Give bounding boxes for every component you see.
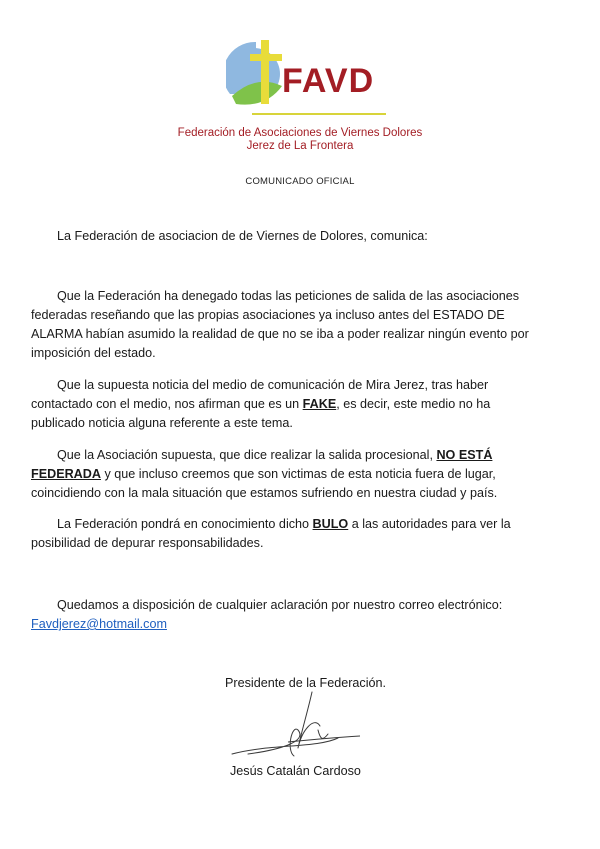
text-span: y que incluso creemos que son victimas de esta noticia fuera de lugar, (100, 467, 496, 481)
fake-emphasis: FAKE (302, 397, 337, 411)
text-line: posibilidad de depurar responsabilidades. (31, 536, 264, 550)
closing-paragraph (31, 596, 557, 634)
signatory-name: Jesús Catalán Cardoso (230, 764, 361, 778)
org-name: Federación de Asociaciones de Viernes Dolores (177, 127, 423, 139)
handwritten-signature (228, 690, 368, 762)
text-span: La Federación pondrá en conocimiento dicho (57, 517, 313, 531)
text-line: ALARMA habían asumido la realidad de que no se iba a poder realizar ningún evento por (31, 327, 529, 341)
paragraph-fake (31, 376, 557, 433)
paragraph-denial (31, 287, 557, 363)
text-line: publicado noticia alguna referente a este tema. (31, 416, 293, 430)
text-span: contactado con el medio, nos afirman que es un (31, 397, 303, 411)
text-span: , es decir, este medio no ha (336, 397, 491, 411)
text-span: Que la Asociación supuesta, que dice realizar la salida procesional, (57, 448, 437, 462)
paragraph-not-federated (31, 446, 557, 503)
paragraph-hoax (31, 515, 557, 553)
intro-paragraph (57, 227, 557, 246)
letterhead (0, 0, 600, 160)
text-line: coincidiendo con la mala situación que estamos sufriendo en nuestra ciudad y país. (31, 486, 498, 500)
text-line: federadas reseñando que las propias asociaciones ya incluso antes del ESTADO DE (31, 308, 505, 322)
text-line (57, 515, 557, 534)
federated-emphasis: FEDERADA (31, 467, 101, 481)
document-heading: COMUNICADO OFICIAL (245, 176, 355, 187)
text-span: a las autoridades para ver la (348, 517, 511, 531)
intro-text: La Federación de asociacion de de Viernes de Dolores, comunica: (57, 229, 428, 243)
org-city: Jerez de La Frontera (246, 140, 354, 152)
signatory-title: Presidente de la Federación. (225, 676, 387, 690)
email-link[interactable]: Favdjerez@hotmail.com (31, 617, 167, 631)
text-line (31, 395, 557, 414)
not-federated-emphasis: NO ESTÁ (436, 448, 493, 462)
hoax-emphasis: BULO (312, 517, 349, 531)
text-line: Quedamos a disposición de cualquier aclaración por nuestro correo electrónico: (57, 598, 503, 612)
text-line (57, 446, 557, 465)
logo-underline (252, 113, 386, 115)
text-line (31, 465, 557, 484)
favd-logo-icon (226, 38, 286, 114)
text-line: imposición del estado. (31, 346, 156, 360)
logo-wordmark: FAVD (282, 62, 375, 100)
text-line: Que la Federación ha denegado todas las peticiones de salida de las asociaciones (57, 289, 520, 303)
text-line: Que la supuesta noticia del medio de comunicación de Mira Jerez, tras haber (57, 378, 489, 392)
